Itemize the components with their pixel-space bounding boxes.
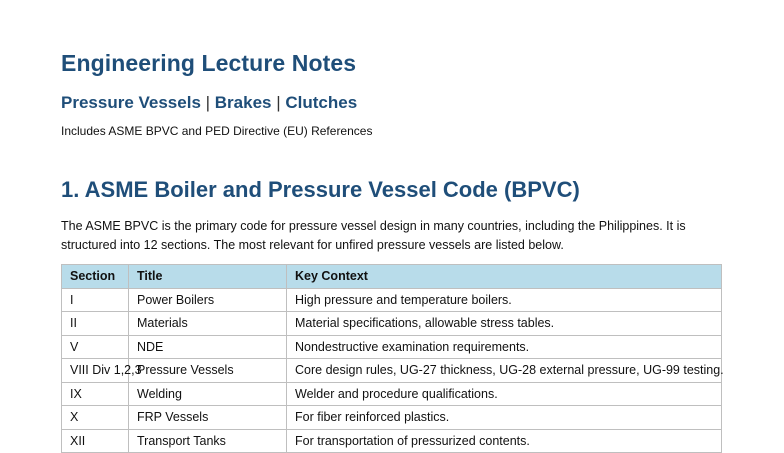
subtitle-topic-pressure-vessels: Pressure Vessels [61, 93, 201, 112]
subtitle-topic-brakes: Brakes [214, 93, 272, 112]
subtitle-separator: | [271, 93, 286, 112]
cell-section: II [62, 312, 129, 336]
cell-title: NDE [129, 335, 287, 359]
references-note: Includes ASME BPVC and PED Directive (EU) References [61, 124, 373, 138]
column-header-key-context: Key Context [287, 265, 722, 289]
table-row [62, 335, 722, 359]
cell-title: FRP Vessels [129, 406, 287, 430]
section-1-heading: 1. ASME Boiler and Pressure Vessel Code (BPVC) [61, 177, 580, 202]
column-header-section: Section [62, 265, 129, 289]
cell-title: Power Boilers [129, 288, 287, 312]
cell-section: I [62, 288, 129, 312]
subtitle-topic-clutches: Clutches [285, 93, 358, 112]
cell-key-context: Material specifications, allowable stress tables. [287, 312, 722, 336]
cell-section: IX [62, 382, 129, 406]
section-1-paragraph: The ASME BPVC is the primary code for pressure vessel design in many countries, including the Philippines. It is structured into 12 sections. The most relevant for unfired pressure vessels are listed below. [61, 219, 686, 252]
cell-key-context: For fiber reinforced plastics. [287, 406, 722, 430]
document-subtitle [61, 93, 357, 113]
subtitle-separator: | [200, 93, 215, 112]
column-header-title: Title [129, 265, 287, 289]
cell-section: XII [62, 429, 129, 453]
cell-title: Materials [129, 312, 287, 336]
table-header-row [62, 265, 722, 289]
table-row [62, 288, 722, 312]
cell-key-context: Welder and procedure qualifications. [287, 382, 722, 406]
cell-title: Pressure Vessels [129, 359, 287, 383]
cell-key-context: For transportation of pressurized contents. [287, 429, 722, 453]
cell-key-context: High pressure and temperature boilers. [287, 288, 722, 312]
cell-section: X [62, 406, 129, 430]
cell-section: VIII Div 1,2,3 [62, 359, 129, 383]
table-row [62, 382, 722, 406]
table-row [62, 312, 722, 336]
cell-title: Welding [129, 382, 287, 406]
cell-section: V [62, 335, 129, 359]
cell-title: Transport Tanks [129, 429, 287, 453]
document-title: Engineering Lecture Notes [61, 50, 357, 76]
cell-key-context: Core design rules, UG-27 thickness, UG-28 external pressure, UG-99 testing. [287, 359, 722, 383]
table-row [62, 359, 722, 383]
cell-key-context: Nondestructive examination requirements. [287, 335, 722, 359]
bpvc-sections-table [61, 264, 722, 453]
table-row [62, 406, 722, 430]
